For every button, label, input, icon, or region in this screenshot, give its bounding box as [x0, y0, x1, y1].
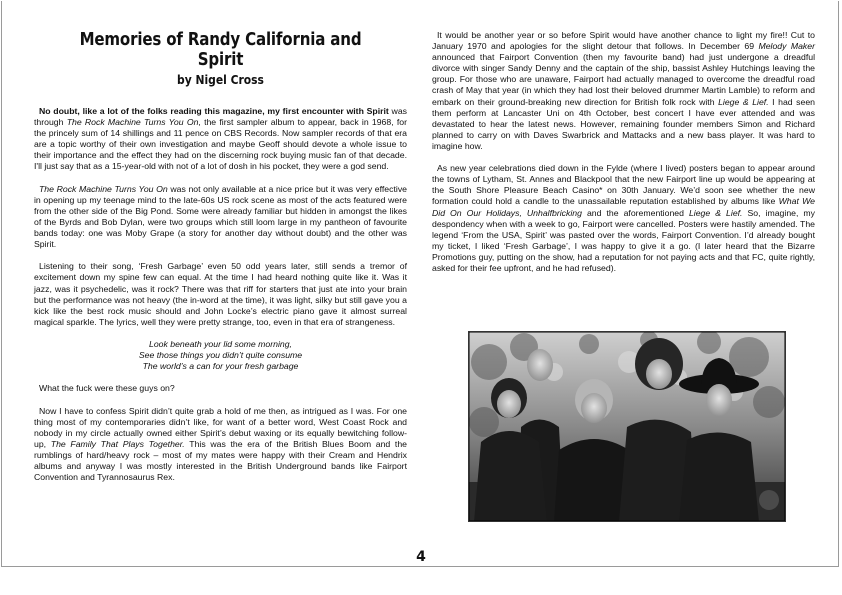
paragraph-7-text-3: So, imagine, my despondency when with a week to go, Fairport were cancelled. Posters were hastily amended. The legend ‘From the USA, Spirit’ was pasted over the words, Fairport Convention. I’d already bought my ticket, I liked ‘Fresh Garbage’, I was happy to give it a go. (I later heard that the Bizarre Promotions guy, putting on the show, had a reputation for not paying acts and that FC, quite rightly, asked for their fee upfront, and he had refused).	[432, 207, 815, 273]
paragraph-5-text: Now I have to confess Spirit didn’t quite grab a hold of me then, as intrigued as I was. For one thing most of my contemporaries didn’t like, for want of a better word, West Coast Rock and nobody in my circle actually owned either Spirit’s debut waxing or its equally bewitching follow-up,	[34, 405, 407, 449]
album-title-2: The Rock Machine Turns You On	[39, 183, 168, 194]
page-number: 4	[416, 549, 426, 565]
paragraph-5	[34, 406, 407, 484]
paragraph-6-text-2: announced that Fairport Convention (then my favourite band) had just undergone a dreadful divorce with singer Sandy Denny and the captain of the ship, bassist Ashley Hutchings leaving the group. For those who are unaware, Fairport had actually managed to overcome the dreadful road crash of May that year (in which they had lost their beloved drummer Martin Lamble) to reform and embark on their ground-breaking new direction for British folk rock with	[432, 52, 815, 107]
lyric-line: See those things you didn’t quite consume	[138, 350, 303, 361]
lyric-line: The world’s a can for your fresh garbage	[142, 361, 299, 372]
album-title: The Rock Machine Turns You On	[66, 117, 199, 128]
magazine-title: Melody Maker	[758, 41, 815, 52]
lyrics-verse	[34, 339, 407, 372]
band-photo	[468, 331, 786, 522]
paragraph-7	[432, 163, 815, 274]
intro-text: was through	[34, 106, 407, 128]
paragraph-3: Listening to their song, ‘Fresh Garbage’ even 50 odd years later, still sends a tremor of excitement down my spine few can equal. At the time I had heard nothing quite like it. Was it jazz, was it psychedelic, was it rock? There was that riff for starters that just ate into your brain but the performance was not heavy (the in-word at the time), it was light, silky but still gave you a kick like the best rock music should and John Locke’s electric piano gave it almost surreal magical sparkle. The lyrics, well they were pretty strange, too, even in that era of strangeness.	[34, 261, 407, 327]
album-title-5: Liege & Lief.	[688, 207, 743, 218]
album-titles: What We Did On Our Holidays, Unhalfbricking	[432, 196, 815, 218]
paragraph-2	[34, 184, 407, 251]
intro-text-2: , the first sampler album to appear,	[198, 117, 338, 128]
intro-text-3: back in 1968, for the princely sum of 14 shillings and 11 pence on CBS Records. Now sampler records of that era are a topic worthy of their own investigation and maybe Geoff should devote a whole issue to their importance and the effect they had on the discerning rock buying music fan of that decade. I'll just say that as a 15-year-old with not of a lot of dosh in his pocket, they were a god send.	[34, 117, 407, 172]
album-title-3: The Family That Plays Together.	[50, 438, 185, 449]
paragraph-7-text-2: and the aforementioned	[581, 207, 689, 218]
paragraph-5-text-2: This was the era of the British Blues Boom and the rumblings of hard/heavy rock – most of my mates were happy with their Cream and Hendrix albums and anyway I was mostly interested in the British Underground bands like Fairport Convention and Tyrannosaurus Rex.	[34, 438, 407, 483]
paragraph-2-text: was not only available at a nice price but it was very effective in opening up my teenage mind to the late-60s US rock scene as most of the acts featured were from the other side of the Big Pond. Some were already familiar but hidden in amongst the likes of the Byrds and Bob Dylan, were two groups which still loom large in my pantheon of favourite bands today: one was Moby Grape (a story for another day without doubt) and the other was Spirit.	[34, 183, 407, 250]
article-byline: by Nigel Cross	[177, 72, 264, 87]
paragraph-7-text: As new year celebrations died down in the Fylde (where I lived) posters began to appear around the towns of Lytham, St. Annes and Blackpool that the new Fairport line up would be appearing at the South Shore Pleasure Beach Casino* on 30th January. We’d soon see whether the new formation could hold a candle to the unassailable reputation established by albums like	[432, 163, 815, 207]
paragraph-6	[432, 30, 815, 152]
paragraph-6-text: It would be another year or so before Spirit would have another chance to light my fire!! Cut to January 1970 and apologies for the slight detour that follows. In December 69	[432, 30, 815, 52]
right-column	[432, 30, 815, 285]
paragraph-4: What the fuck were these guys on?	[39, 383, 175, 394]
paragraph-6-text-3: I had seen them perform at Lancaster Uni on 4th October, best concert I have ever attended and was devastated to hear the latest news. However, remaining founder members Simon and Richard planned to carry on with Daves Swarbrick and Mattacks and a new bass player. It was hard to imagine how.	[432, 96, 815, 151]
paragraph-intro	[34, 106, 407, 173]
article-title: Memories of Randy California and Spirit	[79, 30, 362, 70]
lyric-line: Look beneath your lid some morning,	[149, 338, 292, 349]
album-title-4: Liege & Lief.	[718, 96, 769, 107]
intro-lead: No doubt, like a lot of the folks reading this magazine, my first encounter with Spirit	[39, 106, 389, 116]
left-column	[34, 30, 407, 494]
